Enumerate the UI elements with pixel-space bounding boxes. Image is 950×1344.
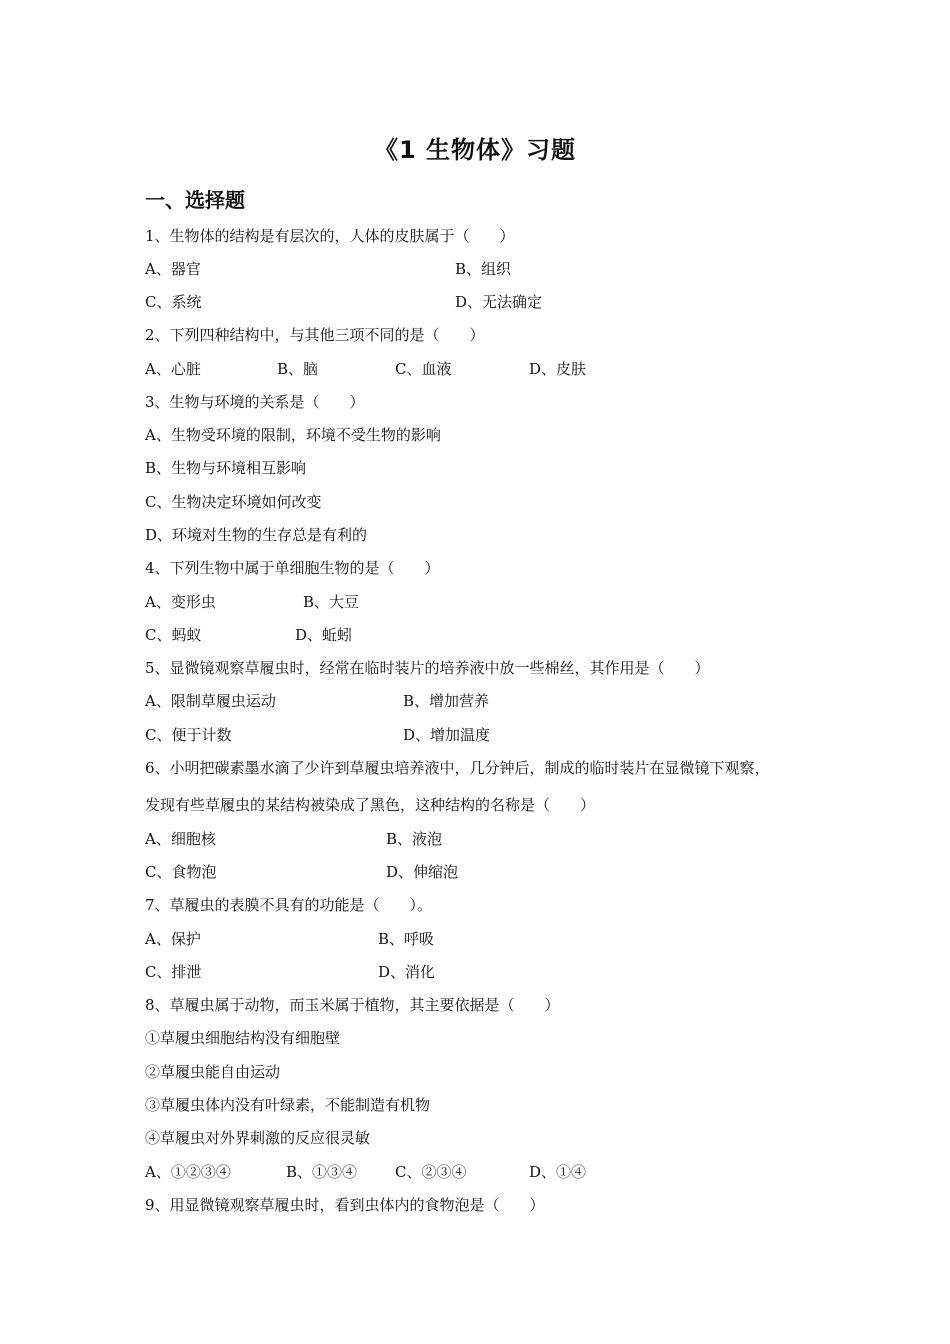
question-4-option-c: C、蚂蚁	[145, 626, 202, 644]
question-8-stem: 8、草履虫属于动物，而玉米属于植物，其主要依据是（ ）	[145, 996, 560, 1014]
question-6-option-d: D、伸缩泡	[386, 863, 459, 881]
question-7-option-d: D、消化	[378, 963, 436, 981]
question-8-statement-3: ③草履虫体内没有叶绿素，不能制造有机物	[145, 1096, 431, 1114]
question-7-option-b: B、呼吸	[378, 930, 435, 948]
question-2-stem: 2、下列四种结构中，与其他三项不同的是（ ）	[145, 326, 485, 344]
question-2-option-a: A、心脏	[145, 360, 201, 378]
question-8-option-c: C、②③④	[395, 1163, 467, 1181]
question-8-option-b: B、①③④	[286, 1163, 358, 1181]
question-9-stem: 9、用显微镜观察草履虫时，看到虫体内的食物泡是（ ）	[145, 1196, 545, 1214]
section-heading: 一、选择题	[145, 188, 245, 212]
question-6-option-a: A、细胞核	[145, 830, 216, 848]
question-8-option-d: D、①④	[529, 1163, 587, 1181]
question-5-option-a: A、限制草履虫运动	[145, 692, 276, 710]
question-5-option-d: D、增加温度	[403, 726, 491, 744]
question-3-option-b: B、生物与环境相互影响	[145, 459, 307, 477]
question-5-option-c: C、便于计数	[145, 726, 232, 744]
question-1-option-b: B、组织	[455, 260, 512, 278]
question-3-option-a: A、生物受环境的限制，环境不受生物的影响	[145, 426, 441, 444]
question-7-stem: 7、草履虫的表膜不具有的功能是（ ）。	[145, 896, 433, 914]
question-3-stem: 3、生物与环境的关系是（ ）	[145, 393, 365, 411]
question-6-option-b: B、液泡	[386, 830, 443, 848]
question-8-option-a: A、①②③④	[145, 1163, 231, 1181]
question-3-option-d: D、环境对生物的生存总是有利的	[145, 526, 368, 544]
question-8-statement-1: ①草履虫细胞结构没有细胞壁	[145, 1029, 341, 1047]
question-6-option-c: C、食物泡	[145, 863, 217, 881]
page-title: 《1 生物体》习题	[373, 136, 577, 164]
question-1-option-d: D、无法确定	[455, 293, 543, 311]
question-2-option-b: B、脑	[277, 360, 319, 378]
question-1-option-c: C、系统	[145, 293, 202, 311]
question-7-option-c: C、排泄	[145, 963, 202, 981]
question-5-option-b: B、增加营养	[403, 692, 490, 710]
question-7-option-a: A、保护	[145, 930, 201, 948]
question-2-option-c: C、血液	[395, 360, 452, 378]
question-4-option-b: B、大豆	[303, 593, 360, 611]
question-8-statement-4: ④草履虫对外界刺激的反应很灵敏	[145, 1129, 371, 1147]
question-4-stem: 4、下列生物中属于单细胞生物的是（ ）	[145, 559, 440, 577]
question-1-stem: 1、生物体的结构是有层次的，人体的皮肤属于（ ）	[145, 227, 515, 245]
question-1-option-a: A、器官	[145, 260, 201, 278]
question-2-option-d: D、皮肤	[529, 360, 587, 378]
question-4-option-d: D、蚯蚓	[295, 626, 353, 644]
question-4-option-a: A、变形虫	[145, 593, 216, 611]
question-6-stem-line-2: 发现有些草履虫的某结构被染成了黑色，这种结构的名称是（ ）	[145, 796, 596, 814]
question-8-statement-2: ②草履虫能自由运动	[145, 1063, 281, 1081]
question-3-option-c: C、生物决定环境如何改变	[145, 493, 322, 511]
question-6-stem-line-1: 6、小明把碳素墨水滴了少许到草履虫培养液中，几分钟后，制成的临时装片在显微镜下观察，	[145, 759, 770, 777]
question-5-stem: 5、显微镜观察草履虫时，经常在临时装片的培养液中放一些棉丝，其作用是（ ）	[145, 659, 710, 677]
